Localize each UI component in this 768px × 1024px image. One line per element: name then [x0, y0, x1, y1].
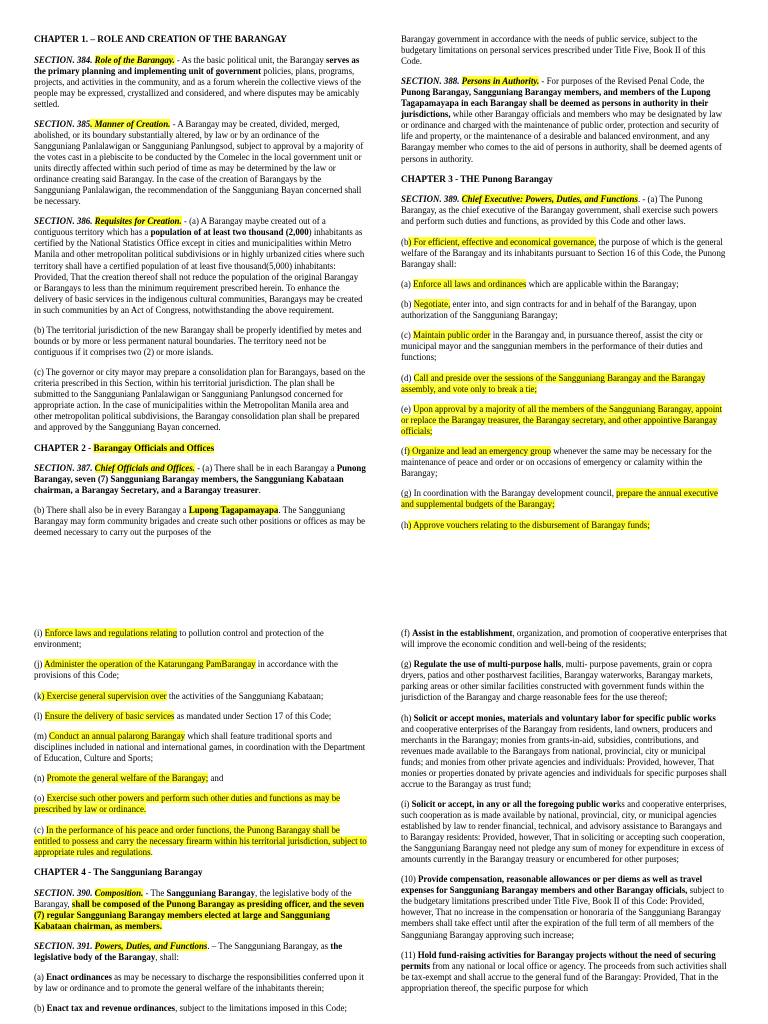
paragraph [34, 367, 367, 433]
text-run: ks and cooperative enterprises, such cooperation as is made available by national, provincial, city, or municipal agencies established by law to render financial, technical, and advisory assistance to Barangays and to Barangay residents: Provided, however, That in soliciting or accepting such cooperation, the Sangguniang Barangay need not pledge any sum of money for expenditure in excess of amounts currently in the Barangay treasury or encumbered for other purposes; [401, 798, 727, 865]
bold-text: the legislative body of the Barangay [34, 940, 343, 962]
text-run: , the legislative body of the Barangay, [34, 887, 352, 909]
paragraph [34, 972, 367, 994]
text-run: enter into, and sign contracts for and in behalf of the Barangay, upon authorization of the Sangguniang Barangay; [401, 299, 697, 321]
text-run: (f [401, 446, 407, 457]
text-run: (i) [401, 798, 412, 809]
bold-text: serves as the primary planning and implementing unit of government [34, 54, 360, 76]
section-number: SECTION. 388. [401, 76, 460, 87]
text-run: (g) In coordination with the Barangay development council, [401, 488, 617, 499]
text-run: (c) The governor or city mayor may prepare a consolidation plan for Barangays, based on the criteria prescribed in this Section, within his territorial jurisdiction. The plan shall be submitted to the Sangguniang Panlalawigan or Sangguniang Panlungsod concerned for appropriate action. In the case of municipalities within the Metropolitan Manila area and other metropolitan political subdivisions, the Barangay consolidation plan shall be prepared and approved by the Sangguniang Bayan concerned. [34, 367, 366, 433]
bold-text: Solicit or accept, in any or all the foregoing public wor [411, 798, 617, 809]
highlighted-text: ) Approve vouchers relating to the disbursement of Barangay funds; [408, 519, 650, 530]
paragraph [401, 950, 728, 994]
paragraph [34, 793, 367, 815]
section-title: Chief Executive: Powers, Duties, and Functions [461, 194, 638, 205]
highlighted-text: prepare the annual executive and supplemental budgets of the Barangay; [401, 488, 718, 510]
text-run: in the Barangay and, in pursuance thereof, assist the city or municipal mayor and the sanggunian members in the performance of their duties and functions; [401, 330, 703, 363]
highlighted-text: In the performance of his peace and order functions, the Punong Barangay shall be entitled to possess and carry the necessary firearm within his territorial jurisdiction, subject to appropriate rules and regulations [34, 824, 367, 857]
text-run: (e) [401, 403, 414, 414]
paragraph [34, 119, 367, 207]
highlighted-text: Exercise such other powers and perform such other duties and functions as may be prescribed by law or ordinance. [34, 793, 341, 815]
text-run: - A Barangay may be created, divided, merged, abolished, or its boundary substantially altered, by law or by an ordinance of the Sangguniang Panlalawigan or Sangguniang Panlungsod, subject to approval by a majority of the votes cast in a plebiscite to be conducted by the Comelec in the local government unit or units directly affected within such period of time as may be determined by the law or ordinance creating said Barangay. In the case of the creation of Barangays by the Sangguniang Panlalawigan, the recommendation of the Sangguniang Bayan concerned shall be necessary. [34, 118, 364, 207]
paragraph [401, 799, 728, 865]
section-title: . Manner of Creation. [90, 118, 171, 129]
paragraph [34, 888, 367, 932]
text-run: (k [34, 690, 42, 701]
text-run: (o) [34, 793, 47, 804]
text-run: which shall feature traditional sports and disciplines included in national and international games, in coordination with the Department of Education, Culture and Sports; [34, 730, 366, 763]
text-run: - (a) There shall be in each Barangay a [194, 463, 337, 474]
text-run: (10) [401, 874, 419, 885]
paragraph [34, 711, 367, 722]
paragraph [401, 194, 728, 227]
text-run: as mandated under Section 17 of this Code; [174, 710, 332, 721]
text-run: (b [401, 236, 409, 247]
chapter-heading [34, 867, 367, 878]
text-run: CHAPTER 1. – ROLE AND CREATION OF THE BARANGAY [34, 34, 287, 44]
paragraph [401, 713, 728, 790]
section-title: Requisites for Creation. [94, 216, 182, 227]
text-run: (a) [34, 972, 47, 983]
text-run: (m) [34, 730, 50, 741]
text-run: CHAPTER 2 - [34, 442, 94, 453]
highlighted-text: Maintain public order [413, 330, 491, 341]
highlighted-text: Promote the general welfare of the Barangay; [46, 773, 209, 784]
text-run: which are applicable within the Barangay; [526, 278, 679, 289]
paragraph [401, 330, 728, 363]
text-run: whenever the same may be necessary for the maintenance of peace and order or on occasions of emergency or calamity within the Barangay; [401, 446, 712, 479]
text-run: (i) [34, 628, 45, 638]
text-run: - For purposes of the Revised Penal Code, the [539, 76, 705, 87]
text-run: the purpose of which is the general welfare of the Barangay and its inhabitants pursuant to Section 16 of this Code, the Punong Barangay shall: [401, 236, 726, 269]
page-separator [0, 600, 768, 624]
bold-text: Sangguniang Barangay [166, 887, 256, 898]
chapter-heading [401, 174, 728, 185]
text-run: in accordance with the provisions of this Code; [34, 659, 338, 681]
section-number: SECTION. 390. [34, 887, 93, 898]
text-run: as may be necessary to discharge the responsibilities conferred upon it by law or ordinance and to promote the general welfare of the inhabitants therein; [34, 972, 364, 994]
text-run: from any national or local office or agency. The proceeds from such activities shall be tax-exempt and shall accrue to the general fund of the Barangay: Provided, That in the appropriation thereof, the specific purpose for which [401, 960, 727, 993]
text-run: while other Barangay officials and members who may be designated by law or ordinance and charged with the maintenance of public order, protection and security of life and property, or the maintenance of a desirable and balanced environment, and any Barangay member who comes to the aid of persons in authority, shall be deemed agents of persons in authority. [401, 109, 722, 164]
paragraph [401, 34, 728, 67]
text-run: - The [143, 887, 167, 898]
bold-text: Regulate the use of multi-purpose halls [413, 659, 562, 670]
text-run: (11) [401, 949, 418, 960]
text-run: policies, plans, programs, projects, and activities in the community, and as a forum wherein the collective views of the people may be expressed, crystallized and considered, and where disputes may be amicably settled. [34, 65, 361, 109]
paragraph [34, 691, 367, 702]
text-run: . The Sangguniang Barangay may form community brigades and create such other positions or offices as may be deemed necessary to carry out the purposes of the [34, 505, 366, 538]
highlighted-text: Enforce all laws and ordinances [413, 278, 527, 289]
section-number: SECTION. 384. [34, 54, 93, 65]
text-run: (a) [401, 278, 414, 289]
chapter-heading [34, 443, 367, 454]
paragraph [401, 520, 728, 531]
text-run: (b) There shall also be in every Barangay a [34, 505, 189, 516]
bold-text: population of at least two thousand (2,000 [150, 227, 309, 238]
paragraph [34, 505, 367, 538]
text-run: . - (a) The Punong Barangay, as the chief executive of the Barangay government, shall exercise such powers and perform such duties and functions, as provided by this Code and other laws. [401, 194, 718, 227]
paragraph [401, 373, 728, 395]
highlighted-text: Enforce laws and regulations relating [44, 628, 178, 638]
text-run: , organization, and promotion of cooperative enterprises that will improve the economic condition and well-being of the residents; [401, 628, 727, 650]
text-run: , multi- purpose pavements, grain or copra dryers, patios and other postharvest facilities, Barangay waterworks, Barangay markets, parking areas or other similar facilities constructed with government funds within the jurisdiction of the Barangay and charge reasonable fees for the use thereof; [401, 659, 713, 703]
highlighted-text: Administer the operation of the Katarungang PamBarangay [44, 659, 256, 670]
paragraph [401, 237, 728, 270]
paragraph [401, 299, 728, 321]
text-run: subject to the budgetary limitations prescribed under Title Five, Book II of this Code: Provided, however, That no increase in the compensation or honoraria of the Sangguniang Barangay members shall take effect until after the expiration of the full term of all members of the Sangguniang Barangay approving such increase; [401, 885, 724, 940]
highlighted-text: Upon approval by a majority of all the members of the Sangguniang Barangay, appoint or replace the Barangay treasurer, the Barangay secretary, and other appointive Barangay officials; [401, 403, 723, 436]
highlighted-text: ) Exercise general supervision over [41, 690, 167, 701]
paragraph [401, 404, 728, 437]
bold-text: Solicit or accept monies, materials and voluntary labor for specific public works [413, 712, 716, 723]
text-run: (b) The territorial jurisdiction of the new Barangay shall be properly identified by metes and bounds or by more or less permanent natural boundaries. The territory need not be contiguous if it comprises two (2) or more islands. [34, 324, 362, 357]
paragraph [401, 488, 728, 510]
section-number: SECTION. 387. [34, 463, 93, 474]
text-run: (j) [34, 659, 45, 670]
page-1-left-column [34, 34, 367, 548]
page-2-right-column [401, 628, 728, 1003]
text-run: and [208, 773, 224, 784]
document-page-2 [0, 624, 768, 1024]
section-title: Chief Officials and Offices. [94, 463, 195, 474]
paragraph [34, 55, 367, 110]
paragraph [34, 628, 367, 650]
highlighted-bold-text: Lupong Tagapamayapa [188, 505, 279, 516]
text-run: ) inhabitants as certified by the National Statistics Office except in cities and municipalities within Metro Manila and other metropolitan political subdivisions or in highly urbanized cities where such territory shall have a certified population of at least five thousand(5,000) inhabitants: Provided, That the creation thereof shall not reduce the population of the original Barangay or Barangays to less than the minimum requirement prescribed herein. To enhance the delivery of basic services in the indigenous cultural communities, Barangays may be created in such communities by an Act of Congress, notwithstanding the above requirement. [34, 227, 365, 315]
paragraph [34, 773, 367, 784]
text-run: to pollution control and protection of the environment; [34, 628, 324, 650]
section-number: SECTION. 385 [34, 118, 91, 129]
section-title: Persons in Authority. [461, 76, 540, 87]
text-run: (h) [401, 712, 414, 723]
highlighted-text: Ensure the delivery of basic services [44, 710, 175, 721]
bold-text: Punong Barangay, Sangguniang Barangay members, and members of the Lupong Tagapamayapa in each Barangay shall be deemed as persons in authority in their jurisdictions, [401, 87, 711, 120]
paragraph [34, 825, 367, 858]
highlighted-text: Barangay Officials and Offices [93, 442, 215, 453]
paragraph [34, 216, 367, 315]
section-number: SECTION. 389. [401, 194, 460, 205]
paragraph [401, 874, 728, 940]
chapter-heading [34, 34, 367, 45]
paragraph [34, 325, 367, 358]
paragraph [401, 659, 728, 703]
paragraph [401, 628, 728, 650]
bold-text: Punong Barangay, seven (7) Sangguniang Barangay members, the Sangguniang Kabataan chairman, a Barangay Secretary, and a Barangay treasurer [34, 463, 366, 496]
paragraph [34, 659, 367, 681]
text-run: , subject to the limitations imposed in this Code; [175, 1003, 347, 1014]
paragraph [34, 463, 367, 496]
text-run: - (a) A Barangay maybe created out of a contiguous territory which has a [34, 216, 326, 238]
text-run: (f) [401, 628, 413, 638]
text-run: (b) [401, 299, 414, 310]
text-run: Barangay government in accordance with the needs of public service, subject to the budgetary limitations on personal services prescribed under Title Five, Book II of this Code. [401, 34, 706, 67]
text-run: (b) [34, 1003, 47, 1014]
text-run: - As the basic political unit, the Barangay [174, 54, 327, 65]
paragraph [34, 941, 367, 963]
bold-text: Assist in the establishment [412, 628, 513, 638]
paragraph [401, 446, 728, 479]
highlighted-text: Negotiate, [413, 299, 451, 310]
paragraph [34, 731, 367, 764]
bold-text: Provide compensation, reasonable allowances or per diems as well as travel expenses for Sangguniang Barangay members and other Barangay officials, [401, 874, 703, 896]
bold-text: Hold fund-raising activities for Barangay projects without the need of securing permits [401, 949, 716, 971]
text-run: (c) [34, 824, 47, 835]
text-run: . – The Sangguniang Barangay, as [207, 940, 331, 951]
text-run: . [258, 485, 261, 496]
highlighted-text: ) Organize and lead an emergency group [406, 446, 551, 457]
section-title: Composition. [94, 887, 144, 898]
text-run: . [150, 846, 153, 857]
text-run: (g) [401, 659, 414, 670]
text-run: (c) [401, 330, 414, 341]
bold-text: Enact ordinances [46, 972, 112, 983]
text-run: (n) [34, 773, 47, 784]
text-run: , shall: [155, 951, 179, 962]
section-title: Role of the Barangay. [94, 54, 175, 65]
text-run: (h [401, 519, 409, 530]
paragraph [401, 279, 728, 290]
text-run: (l) [34, 710, 45, 721]
page-2-left-column [34, 628, 367, 1024]
section-number: SECTION. 391. [34, 940, 93, 951]
highlighted-text: Conduct an annual palarong Barangay [49, 730, 186, 741]
bold-text: Enact tax and revenue ordinances [46, 1003, 176, 1014]
text-run: CHAPTER 4 - The Sangguniang Barangay [34, 866, 203, 877]
highlighted-text: ) For efficient, effective and economical governance, [408, 236, 597, 247]
section-number: SECTION. 386. [34, 216, 93, 227]
highlighted-bold-text: shall be composed of the Punong Barangay as presiding officer, and the seven (7) regular Sangguniang Barangay members elected at large and Sangguniang Kabataan chairman, as members. [34, 898, 365, 931]
text-run: the activities of the Sangguniang Kabataan; [166, 690, 324, 701]
page-1-right-column [401, 34, 728, 540]
text-run: and cooperative enterprises of the Barangay from residents, land owners, producers and merchants in the Barangay; monies from grants-in-aid, subsidies, contributions, and revenues made available to the Barangays from national, provincial, city or municipal funds; and monies from other private agencies and individuals: Provided, however, That monies or properties donated by private agencies and individuals for specific purposes shall accrue to the Barangay as trust fund; [401, 723, 727, 789]
paragraph [34, 1003, 367, 1014]
section-title: Powers, Duties, and Functions [94, 940, 208, 951]
text-run: (d) [401, 372, 414, 383]
paragraph [401, 76, 728, 164]
highlighted-text: Call and preside over the sessions of the Sangguniang Barangay and the Barangay assembly, and vote only to break a tie; [401, 372, 706, 394]
text-run: CHAPTER 3 - THE Punong Barangay [401, 173, 553, 184]
